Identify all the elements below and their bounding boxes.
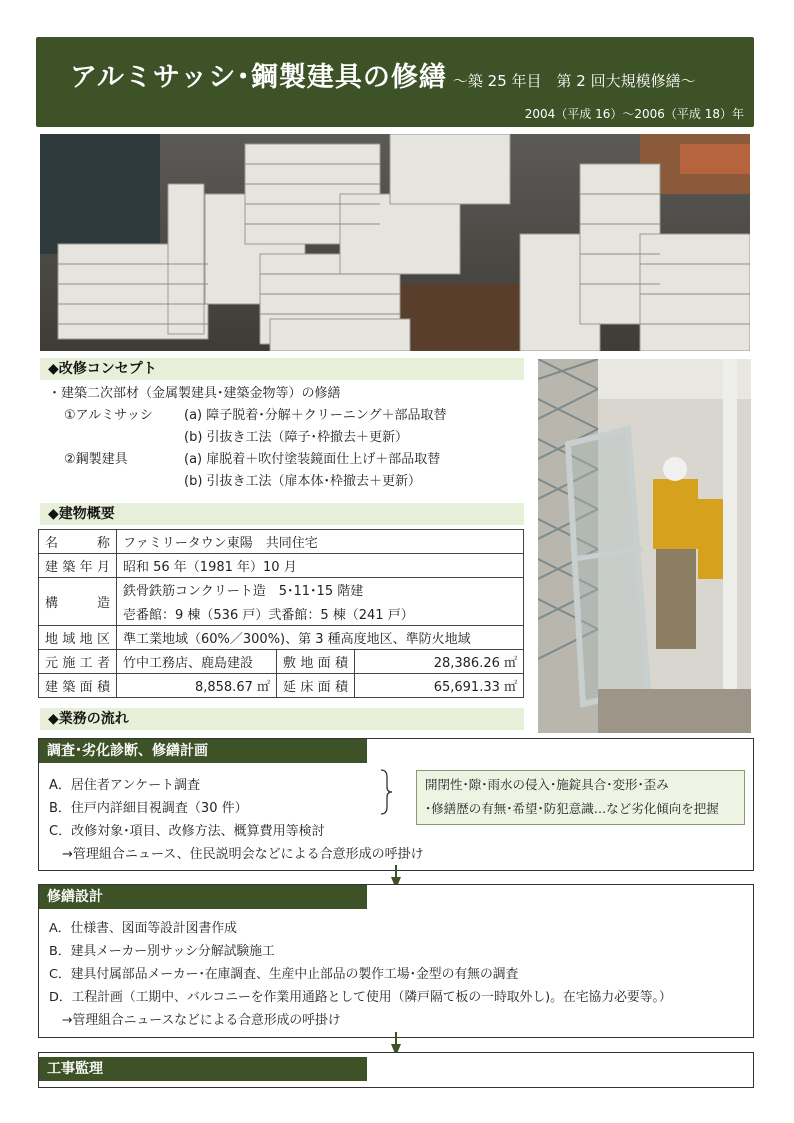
table-cell: 28,386.26 ㎡ <box>355 650 524 674</box>
table-label: 構 造 <box>39 578 117 626</box>
table-cell: 65,691.33 ㎡ <box>355 674 524 698</box>
table-label: 元施工者 <box>39 650 117 674</box>
aerial-photo <box>40 134 750 351</box>
flow-line: A．仕様書、図面等設計図書作成 <box>49 921 237 936</box>
concept-item-option: (b) 引抜き工法（扉本体･枠撤去＋更新） <box>184 474 422 489</box>
table-cell: 竹中工務店、鹿島建設 <box>117 650 277 674</box>
concept-row <box>48 405 447 427</box>
aerial-photo-art <box>40 134 750 351</box>
concept-item-option: (b) 引抜き工法（障子･枠撤去＋更新） <box>184 430 409 445</box>
flow-line: B．住戸内詳細目視調査（30 件） <box>49 801 248 816</box>
table-row <box>39 650 524 674</box>
concept-item-option: (a) 障子脱着･分解＋クリーニング＋部品取替 <box>184 408 447 423</box>
brace-icon <box>379 769 393 815</box>
flow-step-design <box>38 884 754 1038</box>
table-cell: 準工業地域（60%／300%)、第 3 種高度地区、準防火地域 <box>117 626 524 650</box>
concept-heading: ◆改修コンセプト <box>40 358 524 380</box>
overview-heading: ◆建物概要 <box>40 503 524 525</box>
flow-step-survey <box>38 738 754 871</box>
table-row <box>39 626 524 650</box>
table-label: 名 称 <box>39 530 117 554</box>
table-label: 建築年月 <box>39 554 117 578</box>
period-text: 2004（平成 16）～2006（平成 18）年 <box>524 107 744 121</box>
table-cell: 壱番館：9 棟（536 戸）弐番館：5 棟（241 戸） <box>117 602 524 626</box>
flow-line: D．工程計画（工期中、バルコニーを作業用通路として使用（隣戸隔て板の一時取外し)。在宅協力必要等。） <box>49 990 672 1005</box>
flow-line: C．建具付属部品メーカー･在庫調査、生産中止部品の製作工場･金型の有無の調査 <box>49 967 519 982</box>
concept-item-option: (a) 扉脱着＋吹付塗装鏡面仕上げ＋部品取替 <box>184 452 441 467</box>
survey-note <box>416 770 745 825</box>
page-title <box>70 55 696 94</box>
table-row <box>39 530 524 554</box>
worker-photo-art <box>538 359 751 733</box>
concept-item-name: ①アルミサッシ <box>64 408 153 423</box>
concept-row <box>48 449 441 471</box>
flow-step-title: 修繕設計 <box>39 885 367 909</box>
table-label: 延床面積 <box>277 674 355 698</box>
table-row <box>39 554 524 578</box>
concept-intro: ・建築二次部材（金属製建具･建築金物等）の修繕 <box>48 386 341 401</box>
concept-list <box>48 383 447 493</box>
table-cell: 鉄骨鉄筋コンクリート造 5･11･15 階建 <box>117 578 524 602</box>
table-cell: ファミリータウン東陽 共同住宅 <box>117 530 524 554</box>
flow-step-title: 調査･劣化診断、修繕計画 <box>39 739 367 763</box>
overview-table <box>38 529 524 698</box>
table-label: 地域地区 <box>39 626 117 650</box>
concept-row <box>48 471 422 493</box>
concept-row <box>48 427 409 449</box>
flow-step-lines <box>49 774 424 866</box>
table-cell: 8,858.67 ㎡ <box>117 674 277 698</box>
concept-item-name: ②鋼製建具 <box>64 452 128 467</box>
flow-line: →管理組合ニュースなどによる合意形成の呼掛け <box>49 1013 341 1028</box>
worker-photo <box>538 359 751 733</box>
flow-heading: ◆業務の流れ <box>40 708 524 730</box>
header-banner <box>36 37 754 127</box>
flow-line: C．改修対象･項目、改修方法、概算費用等検討 <box>49 824 325 839</box>
flow-line: A．居住者アンケート調査 <box>49 778 201 793</box>
flow-line: →管理組合ニュース、住民説明会などによる合意形成の呼掛け <box>49 847 424 862</box>
flow-step-supervision <box>38 1052 754 1088</box>
table-cell: 昭和 56 年（1981 年）10 月 <box>117 554 524 578</box>
flow-step-lines <box>49 917 672 1032</box>
table-label: 建築面積 <box>39 674 117 698</box>
table-row <box>39 578 524 602</box>
table-row <box>39 674 524 698</box>
flow-line: B．建具メーカー別サッシ分解試験施工 <box>49 944 275 959</box>
survey-note-line: 開閉性･隙･雨水の侵入･施錠具合･変形･歪み <box>425 777 669 792</box>
table-label: 敷地面積 <box>277 650 355 674</box>
flow-step-title: 工事監理 <box>39 1057 367 1081</box>
page-subtitle: ～築 25 年目 第 2 回大規模修繕～ <box>452 72 696 90</box>
title-text: アルミサッシ･鋼製建具の修繕 <box>70 62 447 93</box>
survey-note-line: ･修繕歴の有無･希望･防犯意識…など劣化傾向を把握 <box>425 801 719 816</box>
